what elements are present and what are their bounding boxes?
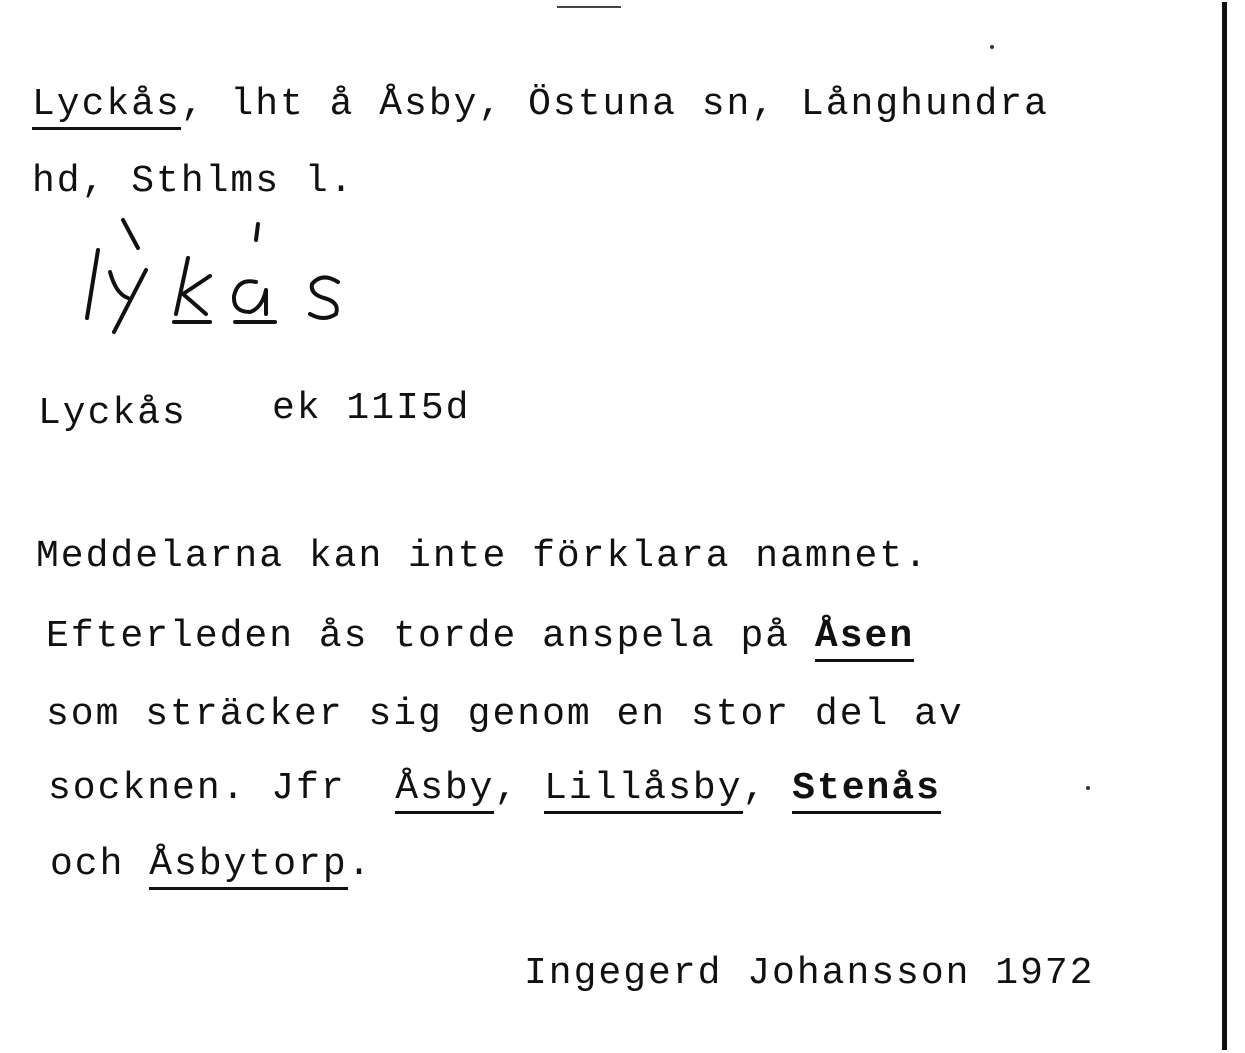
reference-asbytorp: Åsbytorp [149, 843, 347, 890]
signature: Ingegerd Johansson 1972 [524, 952, 1095, 995]
body-line-2 [46, 615, 915, 658]
card-right-edge [1222, 2, 1227, 1050]
reference-asby: Åsby [395, 767, 494, 814]
heading-line-2: hd, Sthlms l. [32, 160, 355, 203]
map-reference: ek 11I5d [272, 387, 471, 430]
body-line-4 [48, 767, 941, 810]
phonetic-drawing [70, 210, 370, 340]
handwritten-phonetic [70, 210, 370, 345]
map-name: Lyckås [38, 392, 187, 435]
body-line-1: Meddelarna kan inte förklara namnet. [36, 535, 929, 578]
body-line-4-text: socknen. Jfr [48, 767, 396, 810]
reference-lillasby: Lillåsby [544, 767, 742, 814]
line-end-period: . [347, 843, 373, 886]
body-line-5 [50, 843, 373, 886]
ink-speck [990, 45, 994, 49]
heading-line-1 [32, 83, 1049, 126]
reference-stenas: Stenås [792, 767, 941, 814]
separator: , [494, 767, 545, 810]
heading-rest: , lht å Åsby, Östuna sn, Långhundra [180, 83, 1049, 126]
top-edge-mark [557, 6, 621, 8]
body-line-3: som sträcker sig genom en stor del av [46, 693, 964, 736]
headword: Lyckås [32, 83, 181, 130]
separator: , [742, 767, 793, 810]
body-line-2-text: Efterleden ås torde anspela på [46, 615, 815, 658]
ink-speck [1086, 786, 1090, 790]
reference-asen: Åsen [815, 615, 914, 662]
body-line-5-text: och [50, 843, 150, 886]
